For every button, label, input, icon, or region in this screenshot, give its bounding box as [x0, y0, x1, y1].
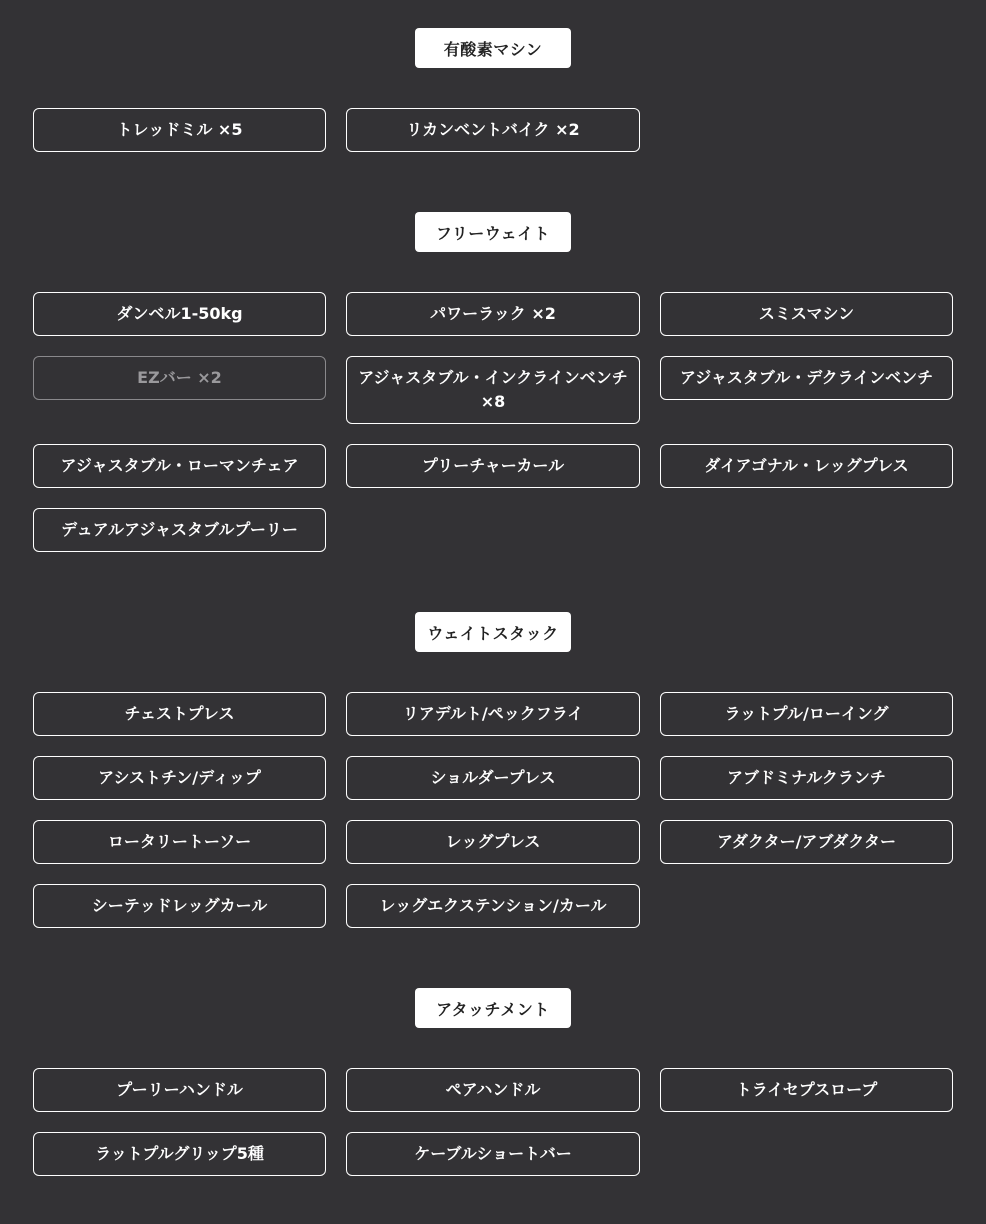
equipment-item[interactable]: ペアハンドル — [346, 1068, 640, 1112]
item-grid-attachment — [33, 1068, 953, 1176]
equipment-item[interactable]: トレッドミル ×5 — [33, 108, 326, 152]
equipment-item[interactable]: アジャスタブル・ローマンチェア — [33, 444, 326, 488]
equipment-item[interactable]: チェストプレス — [33, 692, 326, 736]
equipment-item[interactable]: レッグエクステンション/カール — [346, 884, 640, 928]
equipment-item-disabled[interactable]: EZバー ×2 — [33, 356, 326, 400]
equipment-item[interactable]: スミスマシン — [660, 292, 953, 336]
equipment-item[interactable]: ロータリートーソー — [33, 820, 326, 864]
equipment-item[interactable]: リカンベントバイク ×2 — [346, 108, 640, 152]
equipment-item[interactable]: プリーチャーカール — [346, 444, 640, 488]
equipment-item[interactable]: ダイアゴナル・レッグプレス — [660, 444, 953, 488]
section-title-free-weight: フリーウェイト — [415, 212, 571, 252]
equipment-item[interactable]: トライセプスロープ — [660, 1068, 953, 1112]
section-title-weight-stack: ウェイトスタック — [415, 612, 571, 652]
equipment-item[interactable]: ケーブルショートバー — [346, 1132, 640, 1176]
equipment-item[interactable]: ラットプルグリップ5種 — [33, 1132, 326, 1176]
section-title-cardio: 有酸素マシン — [415, 28, 571, 68]
equipment-item[interactable]: アジャスタブル・デクラインベンチ — [660, 356, 953, 400]
equipment-item[interactable]: パワーラック ×2 — [346, 292, 640, 336]
equipment-item[interactable]: アブドミナルクランチ — [660, 756, 953, 800]
equipment-item[interactable]: ダンベル1-50kg — [33, 292, 326, 336]
equipment-item[interactable]: デュアルアジャスタブルプーリー — [33, 508, 326, 552]
equipment-item[interactable]: シーテッドレッグカール — [33, 884, 326, 928]
equipment-item[interactable]: ラットプル/ローイング — [660, 692, 953, 736]
equipment-item[interactable]: リアデルト/ペックフライ — [346, 692, 640, 736]
equipment-item[interactable]: ショルダープレス — [346, 756, 640, 800]
item-grid-free-weight — [33, 292, 953, 552]
equipment-item[interactable]: プーリーハンドル — [33, 1068, 326, 1112]
item-grid-cardio — [33, 108, 953, 152]
equipment-item[interactable]: レッグプレス — [346, 820, 640, 864]
equipment-item[interactable]: アシストチン/ディップ — [33, 756, 326, 800]
equipment-item[interactable]: アジャスタブル・インクラインベンチ ×8 — [346, 356, 640, 424]
equipment-item[interactable]: アダクター/アブダクター — [660, 820, 953, 864]
section-title-attachment: アタッチメント — [415, 988, 571, 1028]
item-grid-weight-stack — [33, 692, 953, 928]
